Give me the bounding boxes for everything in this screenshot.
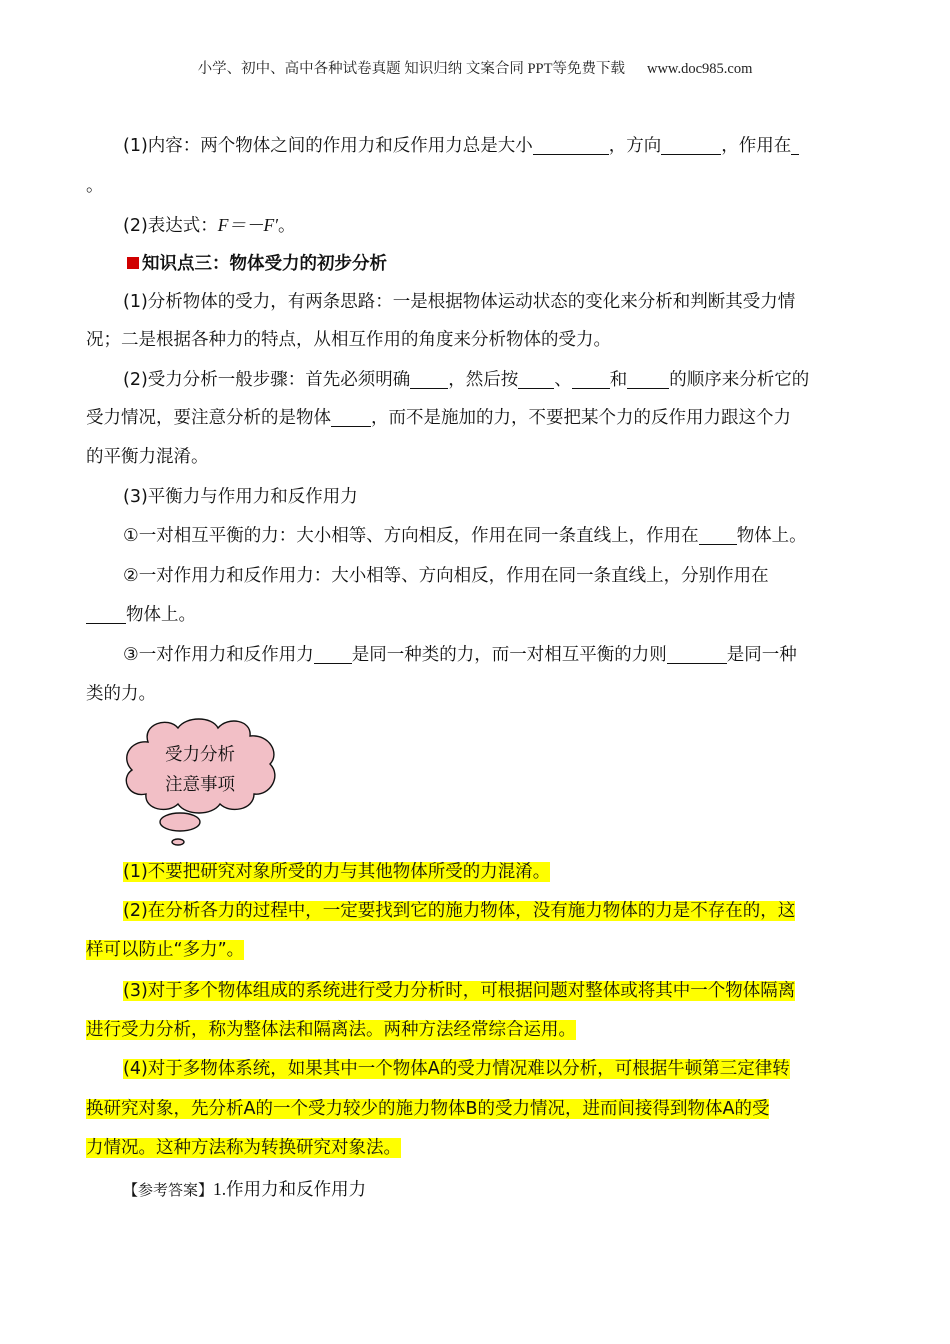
header-title: 小学、初中、高中各种试卷真题 知识归纳 文案合同 PPT等免费下载 [197,61,625,77]
section3-p2-line2: 受力情况，要注意分析的是物体 ，而不是施加的力，不要把某个力的反作用力跟这个力 [86,408,791,428]
header-site[interactable]: www.doc985.com [646,61,753,77]
blank-same-object[interactable] [699,526,737,545]
cloud-line-2: 注意事项 [165,775,235,795]
item1: ①一对相互平衡的力：大小相等、方向相反，作用在同一条直线上，作用在 物体上。 [123,526,807,546]
item2-line2: 物体上。 [86,603,196,627]
section3-p2-line3: 的平衡力混淆。 [86,447,209,467]
law-expression: (2)表达式：F＝－F′。 [123,215,296,236]
section3-title: 知识点三：物体受力的初步分析 [127,252,387,276]
note-4-line2: 换研究对象，先分析A的一个受力较少的施力物体B的受力情况，进而间接得到物体A的受 [86,1099,770,1119]
item2-line1: ②一对作用力和反作用力：大小相等、方向相反，作用在同一条直线上，分别作用在 [123,566,769,586]
item3-line1: ③一对作用力和反作用力 是同一种类的力，而一对相互平衡的力则 是同一种 [123,645,797,665]
note-2-line1: (2)在分析各力的过程中，一定要找到它的施力物体，没有施力物体的力是不存在的，这 [123,901,796,921]
section3-p1-line2: 况；二是根据各种力的特点，从相互作用的角度来分析物体的受力。 [86,330,611,350]
answer-line: 【参考答案】1.作用力和反作用力 [123,1179,367,1200]
law-content-line2: 。 [86,176,104,196]
note-4-line1: (4)对于多物体系统，如果其中一个物体A的受力情况难以分析，可根据牛顿第三定律转 [123,1059,790,1079]
thought-cloud [120,714,285,846]
note-4-line3: 力情况。这种方法称为转换研究对象法。 [86,1138,401,1158]
section3-p1-line1: (1)分析物体的受力，有两条思路：一是根据物体运动状态的变化来分析和判断其受力情 [123,292,796,312]
cloud-line-1: 受力分析 [165,745,235,765]
blank-magnitude[interactable] [533,136,609,155]
answer-label: 【参考答案】 [123,1181,214,1199]
blank-acting-on[interactable] [791,136,799,155]
cloud-text [120,740,280,800]
blank-order-3[interactable] [627,370,669,389]
red-square-bullet-icon [127,257,139,269]
blank-received-force[interactable] [331,408,371,427]
blank-order-2[interactable] [572,370,610,389]
section3-p2-line1: (2)受力分析一般步骤：首先必须明确 ，然后按 、 和 的顺序来分析它的 [123,370,810,390]
section3-p3-title: (3)平衡力与作用力和反作用力 [123,487,358,507]
note-1: (1)不要把研究对象所受的力与其他物体所受的力混淆。 [123,862,551,882]
formula: F＝－F′ [217,215,279,235]
blank-object[interactable] [410,370,448,389]
blank-not-necessarily[interactable] [667,645,727,664]
page-header [0,57,950,78]
note-2-line2: 样可以防止“多力”。 [86,940,245,960]
blank-direction[interactable] [661,136,721,155]
note-3-line1: (3)对于多个物体组成的系统进行受力分析时，可根据问题对整体或将其中一个物体隔离 [123,981,796,1001]
blank-order-1[interactable] [518,370,554,389]
note-3-line2: 进行受力分析，称为整体法和隔离法。两种方法经常综合运用。 [86,1020,576,1040]
law-content-line1: (1)内容：两个物体之间的作用力和反作用力总是大小 ，方向 ，作用在 [123,134,799,158]
item3-line2: 类的力。 [86,684,156,704]
blank-two-objects[interactable] [86,605,126,624]
blank-always[interactable] [314,645,352,664]
